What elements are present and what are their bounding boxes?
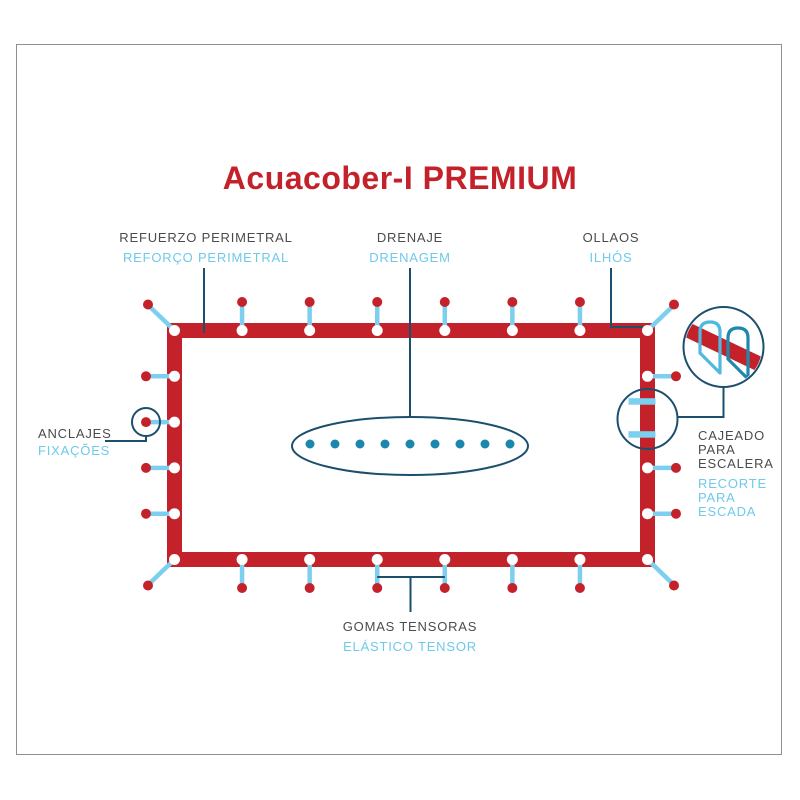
anchor-dot: [141, 509, 151, 519]
drain-hole-dot: [481, 440, 490, 449]
product-title: Acuacober-I PREMIUM: [222, 160, 578, 196]
anchor-dot: [237, 583, 247, 593]
label-eyelets: [511, 230, 711, 265]
eyelet-dot: [169, 417, 180, 428]
label-tension-straps-secondary: ELÁSTICO TENSOR: [343, 639, 477, 654]
label-ladder-cutout-secondary: RECORTE PARA ESCADA: [698, 476, 767, 519]
eyelet-dot: [642, 554, 653, 565]
label-ladder-cutout-primary: CAJEADO PARA ESCALERA: [698, 428, 774, 471]
eyelet-dot: [507, 325, 518, 336]
label-eyelets-primary: OLLAOS: [582, 230, 640, 245]
label-reinforcement-secondary: REFORÇO PERIMETRAL: [122, 250, 290, 265]
anchor-dot: [575, 297, 585, 307]
label-anchors: [38, 426, 158, 458]
eyelet-dot: [642, 462, 653, 473]
anchor-dot: [141, 463, 151, 473]
anchor-dot: [671, 463, 681, 473]
anchor-dot: [141, 371, 151, 381]
label-tension-straps: [260, 619, 560, 654]
anchor-dot: [669, 581, 679, 591]
drain-hole-dot: [456, 440, 465, 449]
eyelet-dot: [169, 325, 180, 336]
eyelet-dot: [304, 554, 315, 565]
anchor-dot: [372, 297, 382, 307]
label-drainage: [310, 230, 510, 265]
label-eyelets-secondary: ILHÓS: [589, 250, 633, 265]
eyelet-dot: [642, 325, 653, 336]
eyelet-dot: [169, 462, 180, 473]
label-drainage-secondary: DRENAGEM: [369, 250, 451, 265]
anchor-dot: [671, 509, 681, 519]
eyelet-dot: [169, 554, 180, 565]
label-drainage-primary: DRENAJE: [376, 230, 444, 245]
ladder-cutout-bar: [629, 398, 656, 405]
anchor-dot: [671, 371, 681, 381]
eyelet-dot: [439, 554, 450, 565]
eyelet-dot: [237, 325, 248, 336]
drain-hole-dot: [381, 440, 390, 449]
label-reinforcement-primary: REFUERZO PERIMETRAL: [119, 230, 293, 245]
eyelet-dot: [439, 325, 450, 336]
drain-hole-dot: [331, 440, 340, 449]
eyelet-dot: [507, 554, 518, 565]
drain-hole-dot: [406, 440, 415, 449]
anchor-dot: [575, 583, 585, 593]
drain-hole-dot: [431, 440, 440, 449]
eyelet-dot: [304, 325, 315, 336]
drain-hole-dot: [306, 440, 315, 449]
label-tension-straps-primary: GOMAS TENSORAS: [342, 619, 478, 634]
ladder-cutout-connector: [678, 387, 724, 417]
eyelet-dot: [169, 508, 180, 519]
eyelets-pointer: [611, 268, 643, 327]
eyelet-dot: [642, 508, 653, 519]
anchor-dot: [237, 297, 247, 307]
eyelet-dot: [642, 371, 653, 382]
anchor-dot: [440, 583, 450, 593]
anchor-dot: [143, 581, 153, 591]
anchor-dot: [440, 297, 450, 307]
eyelet-dot: [169, 371, 180, 382]
label-anchors-primary: ANCLAJES: [38, 426, 112, 441]
anchor-dot: [305, 583, 315, 593]
drain-holes: [306, 440, 515, 449]
ladder-cutout-bar: [629, 431, 656, 438]
eyelet-dot: [574, 325, 585, 336]
anchor-dot: [507, 583, 517, 593]
eyelet-dot: [372, 554, 383, 565]
anchor-dot: [507, 297, 517, 307]
anchor-dot: [372, 583, 382, 593]
anchor-dot: [305, 297, 315, 307]
eyelet-dot: [237, 554, 248, 565]
label-ladder-cutout: [698, 429, 778, 519]
label-anchors-secondary: FIXAÇÕES: [38, 443, 111, 458]
eyelet-dot: [574, 554, 585, 565]
eyelet-dot: [372, 325, 383, 336]
anchor-dot: [143, 300, 153, 310]
drain-hole-dot: [506, 440, 515, 449]
drain-hole-dot: [356, 440, 365, 449]
anchor-dot: [669, 300, 679, 310]
